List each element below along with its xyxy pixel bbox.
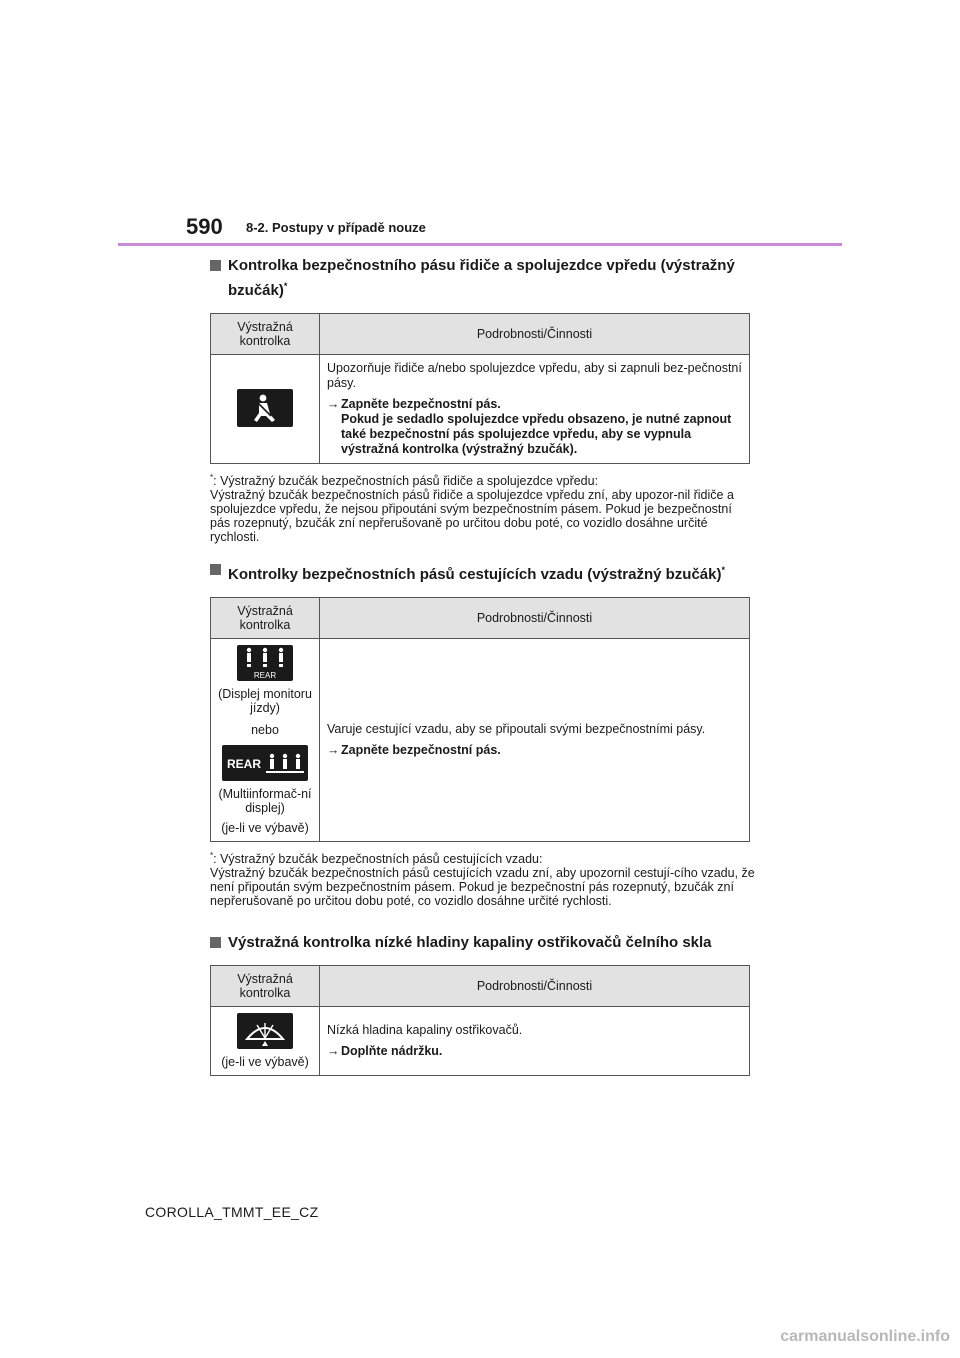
or-text: nebo: [251, 723, 279, 737]
footnote: *: Výstražný bzučák bezpečnostních pásů řidiče a spolujezdce vpředu: Výstražný bzučák bezpečnostních pásů řidiče a spolujezdce vpředu zní, aby upozor-nil řidiče a spolujezdce vpředu, že nejsou připoutáni svým bezpečnostním pásem. Pokud je bezpečnostní pás rozepnutý, bzučák zní nepřerušovaně po určitou dobu poté, co vozidlo dosáhne určité rychlosti.: [210, 473, 734, 545]
svg-text:REAR: REAR: [227, 757, 262, 771]
action-text: → Doplňte nádržku.: [327, 1044, 443, 1058]
icon-cell: [211, 639, 320, 842]
icon-caption-equipment: (je-li ve výbavě): [221, 821, 309, 835]
table-header: Podrobnosti/Činnosti: [320, 598, 750, 639]
table-header-row: [211, 314, 750, 355]
icon-caption-equipment: (je-li ve výbavě): [221, 1055, 309, 1069]
warning-table: [210, 965, 750, 1076]
warning-table: [210, 597, 750, 842]
arrow-right-icon: →: [327, 397, 340, 411]
chapter-title: 8-2. Postupy v případě nouze: [246, 220, 426, 235]
section-front-seatbelt: [210, 256, 755, 544]
table-header: Podrobnosti/Činnosti: [320, 966, 750, 1007]
square-bullet-icon: [210, 937, 221, 948]
table-row: [211, 1007, 750, 1076]
icon-caption: (Displej monitoru jízdy): [218, 687, 312, 715]
details-cell: [320, 639, 750, 842]
arrow-right-icon: →: [327, 1044, 340, 1058]
header-divider: [118, 243, 842, 246]
table-header: Výstražná kontrolka: [211, 314, 320, 355]
table-header: Podrobnosti/Činnosti: [320, 314, 750, 355]
section-heading: Kontrolky bezpečnostních pásů cestujících vzadu (výstražný bzučák)*: [210, 560, 755, 585]
table-header-row: [211, 598, 750, 639]
icon-caption: (Multiinformač-ní displej): [218, 787, 312, 815]
table-header: Výstražná kontrolka: [211, 966, 320, 1007]
rear-seatbelt-display-icon: [237, 645, 293, 681]
icon-cell: [211, 355, 320, 464]
details-cell: [320, 355, 750, 464]
action-text: → Zapněte bezpečnostní pás. Pokud je sedadlo spolujezdce vpředu obsazeno, je nutné zapnout také bezpečnostní pás spolujezdce vpředu, aby se vypnula výstražná kontrolka (výstražný bzučák).: [327, 397, 732, 456]
footnote: *: Výstražný bzučák bezpečnostních pásů cestujících vzadu: Výstražný bzučák bezpečnostních pásů cestujících vzadu zní, aby upozornil cestují-cího vzadu, že není připoután svým bezpečnostním pásem. Pokud je bezpečnostní pás rozepnutý, bzučák zní nepřerušovaně po určitou dobu poté, co vozidlo dosáhne určité rychlosti.: [210, 851, 755, 909]
rear-seatbelt-multiinfo-icon: [222, 745, 308, 781]
square-bullet-icon: [210, 564, 221, 575]
page-number: 590: [186, 214, 223, 239]
watermark-text: carmanualsonline.info: [780, 1328, 950, 1345]
table-header: Výstražná kontrolka: [211, 598, 320, 639]
section-rear-seatbelt: [210, 560, 755, 908]
description-text: Upozorňuje řidiče a/nebo spolujezdce vpředu, aby si zapnuli bez-pečnostní pásy.: [327, 361, 742, 390]
table-header-row: [211, 966, 750, 1007]
seatbelt-warning-icon: [237, 389, 293, 427]
washer-fluid-warning-icon: [237, 1013, 293, 1049]
table-row: [211, 355, 750, 464]
warning-table: [210, 313, 750, 464]
section-heading: Kontrolka bezpečnostního pásu řidiče a spolujezdce vpředu (výstražný bzučák)*: [210, 256, 755, 301]
section-heading: Výstražná kontrolka nízké hladiny kapaliny ostřikovačů čelního skla: [210, 933, 755, 953]
details-cell: [320, 1007, 750, 1076]
section-washer-fluid: [210, 933, 755, 1076]
document-code: COROLLA_TMMT_EE_CZ: [145, 1204, 319, 1220]
table-row: [211, 639, 750, 842]
svg-text:REAR: REAR: [253, 671, 277, 680]
arrow-right-icon: →: [327, 743, 340, 757]
description-text: Varuje cestující vzadu, aby se připoutali svými bezpečnostními pásy.: [327, 722, 706, 736]
description-text: Nízká hladina kapaliny ostřikovačů.: [327, 1023, 523, 1037]
icon-cell: [211, 1007, 320, 1076]
square-bullet-icon: [210, 260, 221, 271]
action-text: → Zapněte bezpečnostní pás.: [327, 743, 501, 757]
